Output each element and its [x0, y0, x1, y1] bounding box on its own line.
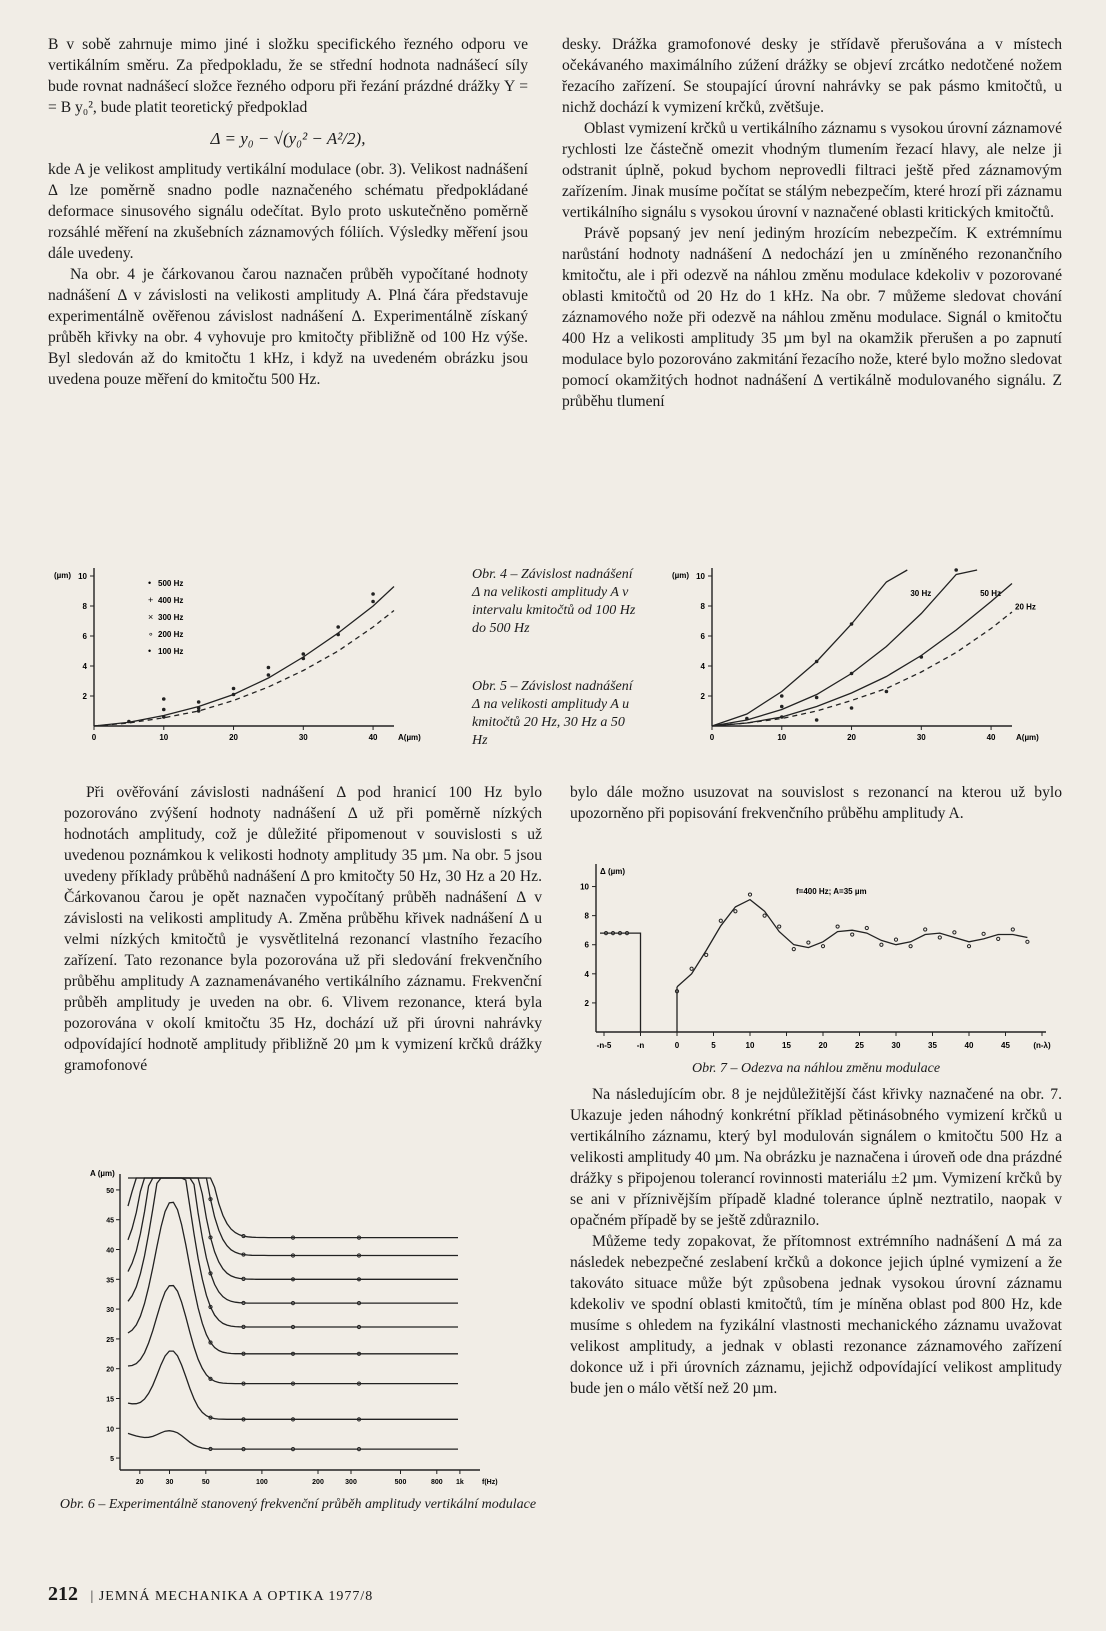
- paragraph: Při ověřování závislosti nadnášení Δ pod hranicí 100 Hz bylo pozorováno zvýšení hodnoty nadnášení Δ už při poměrně nízkých hodnotách amplitudy, což je důležité připomenout v souvislosti s už uvedenou poznámkou k velikosti hodnoty amplitudy 35 µm. Na obr. 5 jsou uvedeny příklady průběhů nadnášení Δ pro kmitočty 50 Hz, 30 Hz a 20 Hz. Čárkovanou čarou je opět naznačen vypočítaný průběh nadnášení Δ v závislosti na velikosti amplitudy A. Změna průběhu křivek nadnášení Δ u velmi nízkých kmitočtů je vysvětlitelná rezonancí vlastního řezacího zařízení. Tato rezonance byla pozorována už při sledování frekvenčního průběhu amplitudy A zaznamenávaného vertikálního záznamu. Frekvenční průběh amplitudy je uveden na obr. 6. Vlivem rezonance, která byla pozorována v okolí kmitočtu 35 Hz, dochází už při úrovni nahrávky odpovídající hodnotě amplitudy přibližně 20 µm k vymizení krčků drážky gramofonové: [64, 784, 542, 1074]
- legend-marker: +: [148, 595, 154, 605]
- data-point: [1011, 928, 1014, 931]
- x-tick-label: 30: [916, 733, 926, 742]
- x-tick-label: (n-λ): [1033, 1041, 1051, 1050]
- y-tick-label: 25: [106, 1336, 114, 1344]
- data-point: [336, 625, 340, 629]
- x-tick-label: 30: [165, 1479, 174, 1486]
- data-point: [894, 938, 897, 941]
- x-axis-label: f(Hz): [482, 1479, 498, 1486]
- data-point: [815, 660, 819, 664]
- figure-4-caption: Obr. 4 – Závislost nadnášení Δ na velikosti amplitudy A v intervalu kmitočtů od 100 Hz do 500 Hz: [472, 567, 636, 636]
- figure-5-caption: Obr. 5 – Závislost nadnášení Δ na velikosti amplitudy A u kmitočtů 20 Hz, 30 Hz a 50 Hz: [472, 679, 633, 748]
- data-point: [162, 708, 166, 712]
- data-point: [267, 666, 271, 670]
- page-footer: [48, 1583, 373, 1606]
- data-point: [745, 717, 749, 721]
- x-axis-label: A(µm): [398, 733, 421, 742]
- data-point: [763, 914, 766, 917]
- y-tick-label: 10: [696, 572, 705, 581]
- y-tick-label: 15: [106, 1396, 114, 1404]
- data-point: [792, 947, 795, 950]
- data-point: [850, 622, 854, 626]
- data-point: [302, 657, 306, 661]
- x-tick-label: 45: [1001, 1041, 1010, 1050]
- y-axis-label: (µm): [54, 571, 72, 580]
- data-point: [880, 943, 883, 946]
- pre-interruption-level: [600, 933, 641, 1032]
- x-tick-label: 15: [782, 1041, 791, 1050]
- paragraph: Můžeme tedy zopakovat, že přítomnost extrémního nadnášení Δ má za následek nebezpečné zeslabení krčků a dokonce jejich úplné vymizení a že takováto situace může být způsobena jednak vysokou úrovní záznamu kdekoliv ve spodní oblasti kmitočtů, tím je míněna oblast pod 800 Hz, kde musíme s ohledem na fyzikální vlastnosti mechanického záznamu uvažovat velikost amplitudy, a jednak v oblasti rezonance záznamového zařízení dokonce už i při úrovních záznamu, jejichž odpovídající velikost amplitudy bude jen o málo větší než 20 µm.: [570, 1233, 1062, 1397]
- data-point: [982, 932, 985, 935]
- data-point: [954, 568, 958, 572]
- chart-annotation: f=400 Hz; A=35 µm: [796, 887, 867, 896]
- paragraph: Na následujícím obr. 8 je nejdůležitější část křivky naznačené na obr. 7. Ukazuje jeden náhodný konkrétní příklad pětinásobného vymizení krčků u vertikálního záznamu, který byl modulován signálem o kmitočtu 500 Hz a velikosti amplitudy 40 µm. Na obrázku je naznačena i úroveň ode dna prázdné drážky s připojenou tolerancí rovinnosti materiálu ±2 µm. Vymizení krčků by se ani v příznivějším případě kladné tolerance úplně neztratilo, naopak v opačném případě by se ještě zdůraznilo.: [570, 1086, 1062, 1229]
- x-tick-label: 1k: [456, 1479, 464, 1486]
- data-point: [938, 936, 941, 939]
- data-point: [920, 655, 924, 659]
- x-tick-label: -n-5: [596, 1041, 612, 1050]
- x-tick-label: 40: [964, 1041, 974, 1050]
- y-tick-label: 10: [106, 1426, 114, 1434]
- data-point: [690, 967, 693, 970]
- y-tick-label: 2: [584, 998, 589, 1008]
- y-tick-label: 6: [584, 940, 589, 950]
- figure-6-chart: [80, 1168, 550, 1494]
- data-point: [821, 945, 824, 948]
- right-column-top: [562, 34, 1062, 412]
- figure-7-caption: Obr. 7 – Odezva na náhlou změnu modulace: [691, 1061, 941, 1076]
- y-tick-label: 35: [106, 1277, 114, 1285]
- data-point: [815, 718, 819, 722]
- legend-marker: ∘: [148, 629, 154, 639]
- x-tick-label: 0: [709, 733, 715, 742]
- x-tick-label: 50: [201, 1479, 210, 1486]
- data-point: [232, 687, 236, 691]
- data-point: [371, 600, 375, 604]
- left-column-middle: [64, 782, 542, 1076]
- y-axis-label: (µm): [672, 571, 690, 580]
- x-tick-label: 100: [256, 1479, 268, 1486]
- y-tick-label: 40: [106, 1247, 114, 1255]
- data-point: [967, 945, 970, 948]
- y-axis-label: A (µm): [90, 1169, 115, 1178]
- legend-entry: 400 Hz: [158, 596, 184, 605]
- series-label: 50 Hz: [980, 589, 1002, 598]
- x-tick-label: 200: [312, 1479, 324, 1486]
- paragraph: Oblast vymizení krčků u vertikálního záznamu s vysokou úrovní záznamové rychlosti lze částečně omezit vhodným tlumením řezací hlavy, ale nelze ji odstranit úplně, pokud bychom neprovedli filtraci ještě před záznamovým zařízením. Jinak musíme počítat se stálým nebezpečím, které hrozí při záznamu vertikálního signálu s vysokou úrovní v naznačené oblasti kritických kmitočtů.: [562, 120, 1062, 221]
- legend-marker: •: [148, 646, 152, 656]
- y-tick-label: 6: [82, 632, 87, 641]
- x-tick-label: 20: [229, 733, 238, 742]
- y-tick-label: 20: [106, 1366, 114, 1374]
- y-tick-label: 4: [82, 662, 87, 671]
- response-curve: [128, 1286, 458, 1384]
- x-axis-label: A(µm): [1016, 733, 1039, 742]
- data-point: [371, 592, 375, 596]
- data-point: [734, 910, 737, 913]
- measured-curve: [94, 587, 394, 727]
- x-tick-label: 20: [847, 733, 856, 742]
- y-tick-label: 6: [700, 632, 705, 641]
- data-point: [924, 928, 927, 931]
- data-point: [705, 953, 708, 956]
- footer-separator: |: [90, 1589, 95, 1604]
- y-tick-label: 2: [700, 692, 705, 701]
- calculated-curve: [712, 612, 1012, 726]
- x-tick-label: 0: [674, 1041, 680, 1050]
- legend-marker: •: [148, 578, 152, 588]
- x-tick-label: 20: [818, 1041, 828, 1050]
- data-point: [778, 925, 781, 928]
- data-point: [909, 945, 912, 948]
- x-tick-label: 20: [135, 1479, 144, 1486]
- data-point: [953, 931, 956, 934]
- legend-entry: 200 Hz: [158, 630, 184, 639]
- paragraph: Právě popsaný jev není jediným hrozícím nebezpečím. K extrémnímu narůstání hodnoty nadnášení Δ nedochází jen u zmíněného rezonančního kmitočtu, ale i při odezvě na náhlou změnu modulace kdekoliv v pozorované oblasti kmitočtů od 20 Hz do 1 kHz. Na obr. 7 můžeme sledovat chování záznamového nože při odezvě na náhlou změnu modulace. Signál o kmitočtu 400 Hz a velikosti amplitudy 35 µm byl na okamžik přerušen a po zapnutí modulace bylo pozorováno zakmitání řezacího nože, které bylo možno sledovat pomocí okamžitých hodnot nadnášení Δ vertikálně modulovaného signálu. Z průběhu tlumení: [562, 225, 1062, 410]
- y-tick-label: 10: [580, 882, 589, 892]
- calculated-curve: [94, 611, 394, 727]
- y-tick-label: 5: [110, 1456, 114, 1464]
- y-tick-label: 30: [106, 1307, 114, 1315]
- paragraph: kde A je velikost amplitudy vertikální modulace (obr. 3). Velikost nadnášení Δ lze poměrně snadno podle naznačeného schématu předpokládané deformace sinusového signálu odečítat. Bylo proto uskutečněno poměrně rozsáhlé měření na zkušebních záznamových fóliích. Výsledky měření jsou dále uvedeny.: [48, 161, 528, 262]
- right-column-bottom: [570, 1084, 1062, 1399]
- y-tick-label: 4: [584, 969, 589, 979]
- data-point: [1026, 940, 1029, 943]
- data-point: [807, 941, 810, 944]
- data-point: [748, 893, 751, 896]
- y-tick-label: 50: [106, 1187, 114, 1195]
- figure-7-chart: [566, 858, 1066, 1060]
- data-point: [865, 926, 868, 929]
- legend-marker: ×: [148, 612, 154, 622]
- x-tick-label: 300: [345, 1479, 357, 1486]
- y-tick-label: 8: [82, 602, 87, 611]
- page-number: 212: [48, 1583, 78, 1605]
- paragraph: desky. Drážka gramofonové desky je střídavě přerušována a v místech očekávaného maximálního zúžení drážky se objeví zrcátko nedotčené nožem řezacího zařízení. Se stoupající úrovní nahrávky se pak pásmo kmitočtů, u nichž dochází k vymizení krčků, zvětšuje.: [562, 36, 1062, 116]
- data-point: [197, 700, 201, 704]
- data-point: [780, 694, 784, 698]
- x-tick-label: 25: [855, 1041, 864, 1050]
- data-point: [336, 633, 340, 637]
- legend-entry: 500 Hz: [158, 579, 184, 588]
- response-curve: [128, 1178, 458, 1238]
- data-point: [850, 706, 854, 710]
- series-label: 30 Hz: [910, 589, 932, 598]
- y-tick-label: 4: [700, 662, 705, 671]
- legend-entry: 100 Hz: [158, 647, 184, 656]
- response-curve: [128, 1431, 458, 1449]
- data-point: [127, 720, 131, 724]
- x-tick-label: -n: [636, 1041, 645, 1050]
- x-tick-label: 0: [91, 733, 97, 742]
- response-curve: [128, 1178, 458, 1256]
- data-point: [197, 709, 201, 713]
- data-point: [267, 673, 271, 677]
- formula: Δ = y₀ − √(y₀² − A²/2),: [210, 129, 366, 148]
- figure-4-chart: [40, 558, 430, 758]
- y-tick-label: 45: [106, 1217, 114, 1225]
- y-tick-label: 8: [700, 602, 705, 611]
- x-tick-label: 10: [159, 733, 169, 742]
- x-tick-label: 40: [368, 733, 378, 742]
- data-point: [885, 690, 889, 694]
- data-point: [850, 672, 854, 676]
- data-point: [836, 925, 839, 928]
- data-point: [162, 715, 166, 719]
- paragraph: bylo dále možno usuzovat na souvislost s rezonancí na kterou už bylo upozorněno při popisování frekvenčního průběhu amplitudy A.: [570, 784, 1062, 822]
- left-column-top: [48, 34, 528, 390]
- y-tick-label: 2: [82, 692, 87, 701]
- x-tick-label: 800: [430, 1479, 443, 1486]
- paragraph: Na obr. 4 je čárkovanou čarou naznačen průběh vypočítané hodnoty nadnášení Δ v závislosti na velikosti amplitudy A. Plná čára představuje experimentálně ověřenou závislost nadnášení Δ. Experimentálně získaný průběh křivky na obr. 4 vyhovuje pro kmitočty přibližně od 100 Hz výše. Byl sledován až do kmitočtu 1 kHz, i když na uvedeném obrázku jsou uvedena pouze měření do kmitočtu 500 Hz.: [48, 266, 528, 388]
- y-tick-label: 10: [78, 572, 87, 581]
- series-label: 20 Hz: [1015, 602, 1036, 612]
- x-tick-label: 10: [745, 1041, 755, 1050]
- data-point: [815, 696, 819, 700]
- response-curve: [677, 900, 1027, 987]
- response-curve: [128, 1178, 458, 1303]
- right-column-middle: [570, 782, 1062, 824]
- data-point: [302, 652, 306, 656]
- data-point: [162, 697, 166, 701]
- data-point: [232, 693, 236, 697]
- measured-curve: [712, 570, 907, 726]
- x-tick-label: 500: [394, 1479, 407, 1486]
- figure-6-caption: Obr. 6 – Experimentálně stanovený frekvenční průběh amplitudy vertikální modulace: [59, 1497, 537, 1512]
- paragraph: B v sobě zahrnuje mimo jiné i složku specifického řezného odporu ve vertikálním směru. Za předpokladu, že se střední hodnota nadnášecí síly bude rovnat nadnášecí složce řezného odporu při řezání prázdné drážky Y = = B y₀², bude platit teoretický předpoklad: [48, 36, 528, 116]
- data-point: [719, 919, 722, 922]
- y-tick-label: 8: [584, 911, 589, 921]
- x-tick-label: 30: [891, 1041, 901, 1050]
- data-point: [780, 705, 784, 709]
- legend-entry: 300 Hz: [158, 613, 184, 622]
- journal-name: JEMNÁ MECHANIKA A OPTIKA 1977/8: [98, 1589, 374, 1604]
- y-axis-label: Δ (µm): [600, 867, 626, 876]
- x-tick-label: 30: [298, 733, 308, 742]
- x-tick-label: 10: [777, 733, 787, 742]
- response-curve: [128, 1178, 458, 1279]
- figure-5-chart: [672, 558, 1070, 758]
- data-point: [780, 715, 784, 719]
- data-point: [997, 937, 1000, 940]
- measured-curve: [712, 584, 1012, 727]
- data-point: [851, 933, 854, 936]
- x-tick-label: 35: [928, 1041, 937, 1050]
- x-tick-label: 40: [986, 733, 996, 742]
- x-tick-label: 5: [711, 1041, 716, 1050]
